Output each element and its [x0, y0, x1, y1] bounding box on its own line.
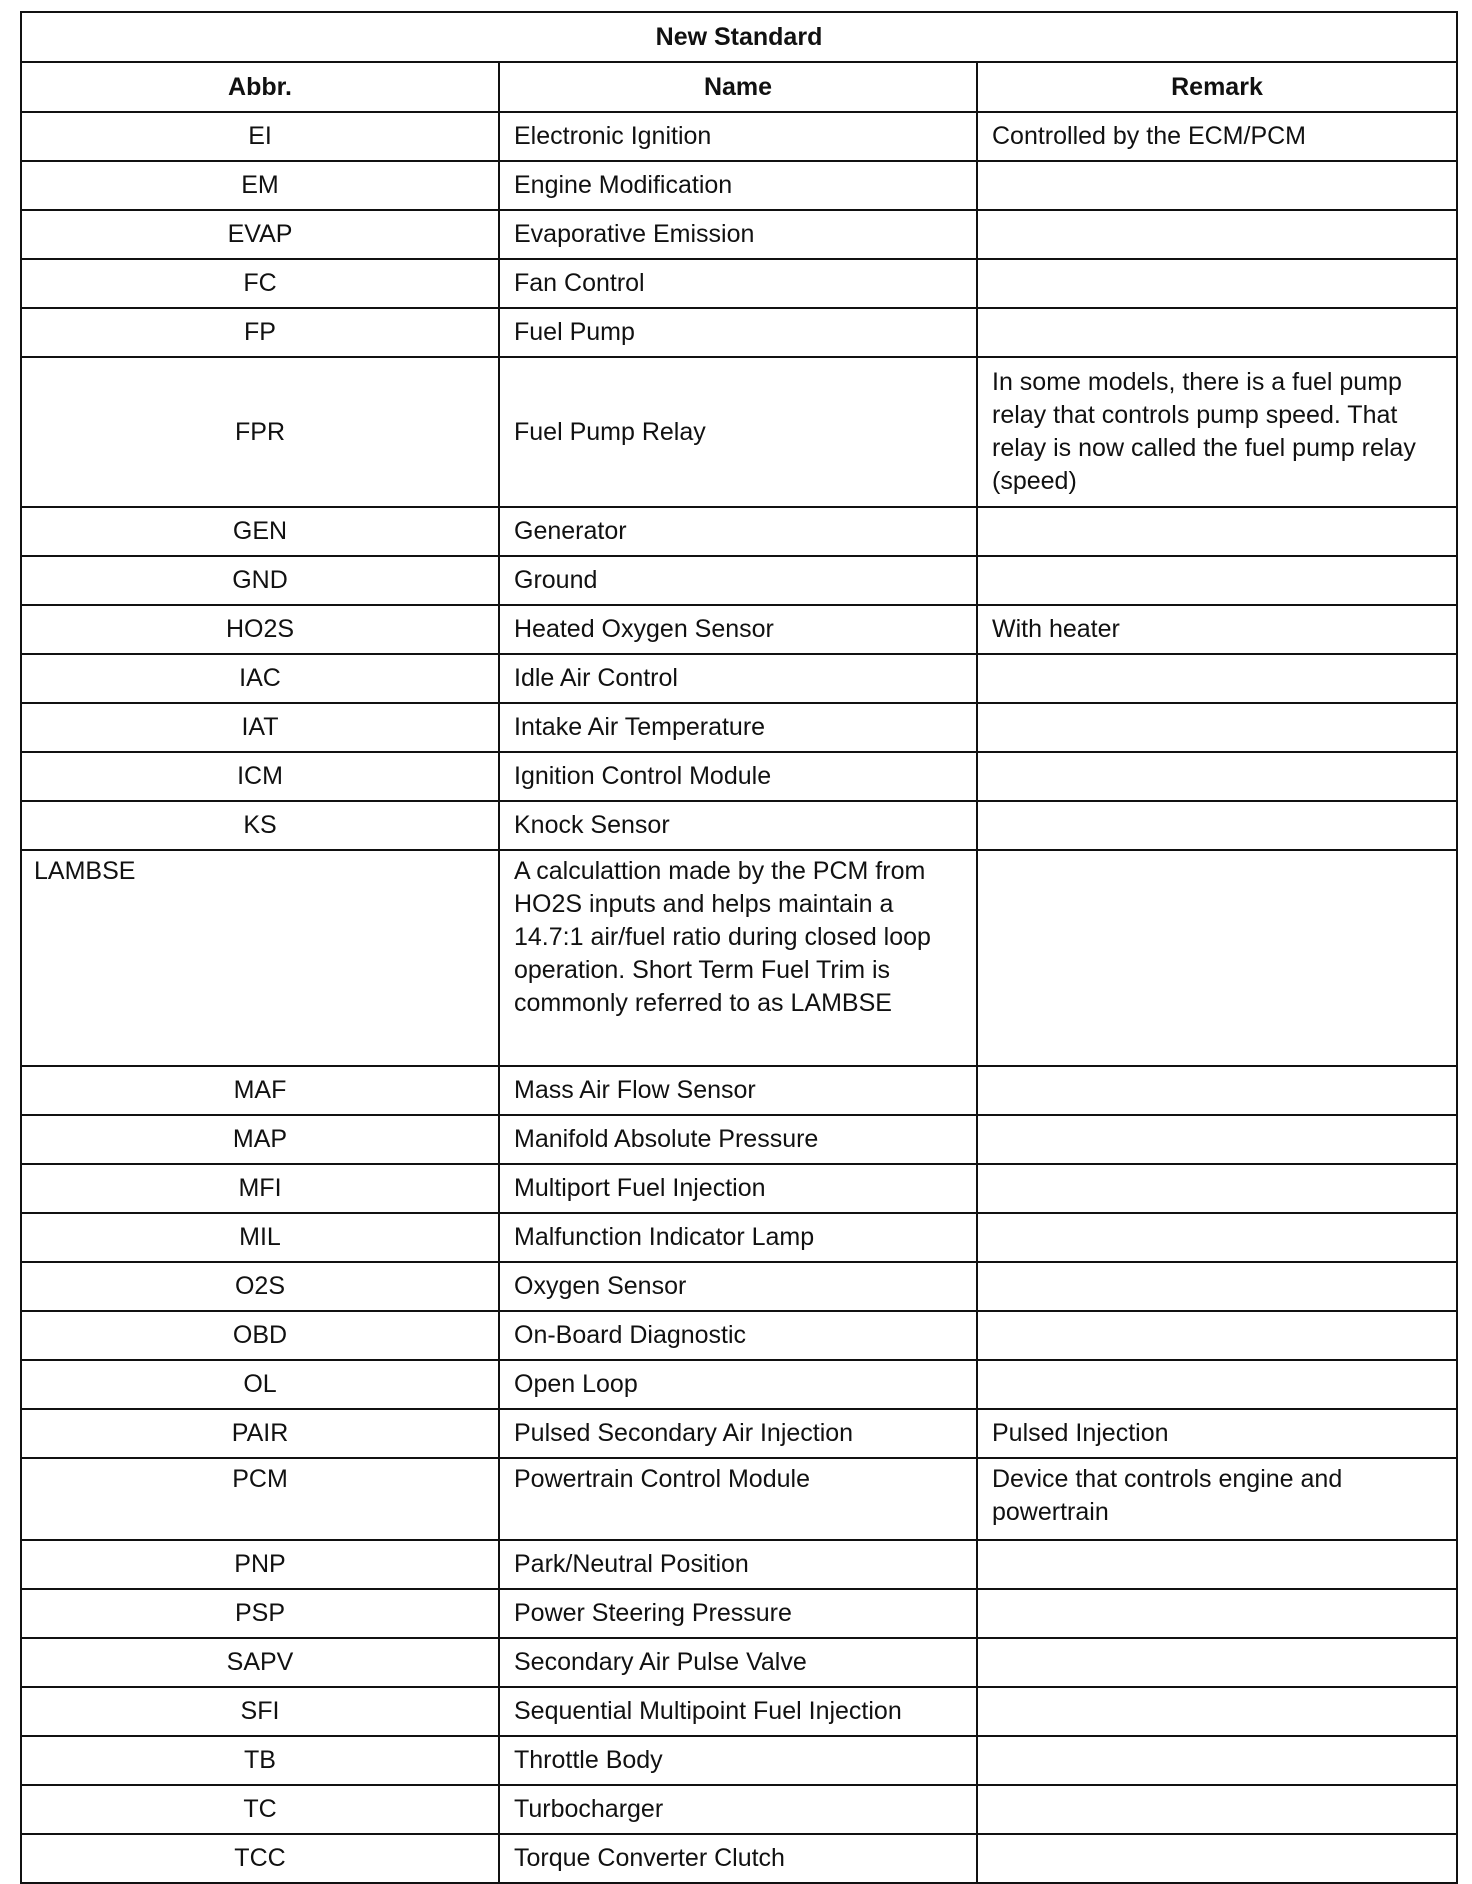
table-row — [21, 357, 1457, 507]
cell-remark — [977, 1638, 1457, 1687]
table-row — [21, 1458, 1457, 1540]
cell-remark — [977, 210, 1457, 259]
table-row — [21, 1638, 1457, 1687]
cell-remark — [977, 1589, 1457, 1638]
cell-name: Manifold Absolute Pressure — [499, 1115, 977, 1164]
cell-remark — [977, 556, 1457, 605]
cell-name: Mass Air Flow Sensor — [499, 1066, 977, 1115]
table-row — [21, 210, 1457, 259]
cell-remark — [977, 850, 1457, 1066]
cell-name: Secondary Air Pulse Valve — [499, 1638, 977, 1687]
cell-remark: Device that controls engine and powertrain — [977, 1458, 1457, 1540]
cell-abbr: HO2S — [21, 605, 499, 654]
cell-remark — [977, 1736, 1457, 1785]
cell-name: Fuel Pump — [499, 308, 977, 357]
cell-abbr: EI — [21, 112, 499, 161]
cell-abbr: O2S — [21, 1262, 499, 1311]
cell-abbr: EM — [21, 161, 499, 210]
cell-name: Torque Converter Clutch — [499, 1834, 977, 1883]
cell-remark — [977, 1311, 1457, 1360]
table-row — [21, 1360, 1457, 1409]
cell-remark — [977, 801, 1457, 850]
table-title: New Standard — [21, 12, 1457, 62]
table-body — [21, 112, 1457, 1883]
cell-abbr: MFI — [21, 1164, 499, 1213]
header-remark: Remark — [977, 62, 1457, 112]
cell-abbr: ICM — [21, 752, 499, 801]
cell-name: Engine Modification — [499, 161, 977, 210]
table-row — [21, 556, 1457, 605]
cell-name: On-Board Diagnostic — [499, 1311, 977, 1360]
cell-name: Multiport Fuel Injection — [499, 1164, 977, 1213]
cell-name: Park/Neutral Position — [499, 1540, 977, 1589]
cell-abbr: FPR — [21, 357, 499, 507]
cell-name: Ignition Control Module — [499, 752, 977, 801]
cell-abbr: IAT — [21, 703, 499, 752]
table-header-row — [21, 62, 1457, 112]
table-row — [21, 1409, 1457, 1458]
table-row — [21, 1834, 1457, 1883]
cell-name: Turbocharger — [499, 1785, 977, 1834]
cell-name: Evaporative Emission — [499, 210, 977, 259]
table-row — [21, 605, 1457, 654]
cell-remark — [977, 654, 1457, 703]
table-row — [21, 161, 1457, 210]
table-row — [21, 1736, 1457, 1785]
header-abbr: Abbr. — [21, 62, 499, 112]
cell-abbr: TC — [21, 1785, 499, 1834]
cell-remark — [977, 259, 1457, 308]
table-row — [21, 259, 1457, 308]
table-row — [21, 654, 1457, 703]
cell-remark — [977, 1262, 1457, 1311]
cell-abbr: LAMBSE — [21, 850, 499, 1066]
cell-remark — [977, 1213, 1457, 1262]
cell-abbr: FP — [21, 308, 499, 357]
cell-remark — [977, 1115, 1457, 1164]
cell-remark — [977, 1164, 1457, 1213]
table-row — [21, 308, 1457, 357]
cell-name: Heated Oxygen Sensor — [499, 605, 977, 654]
cell-remark — [977, 1834, 1457, 1883]
cell-name: Fuel Pump Relay — [499, 357, 977, 507]
cell-remark — [977, 1360, 1457, 1409]
cell-name: Idle Air Control — [499, 654, 977, 703]
table-row — [21, 1213, 1457, 1262]
cell-name: Generator — [499, 507, 977, 556]
table-row — [21, 1311, 1457, 1360]
cell-name: Knock Sensor — [499, 801, 977, 850]
table-row — [21, 801, 1457, 850]
cell-remark — [977, 161, 1457, 210]
cell-name: A calculattion made by the PCM from HO2S inputs and helps maintain a 14.7:1 air/fuel ratio during closed loop operation. Short Term Fuel Trim is commonly referred to as LAMBSE — [499, 850, 977, 1066]
cell-name: Powertrain Control Module — [499, 1458, 977, 1540]
table-row — [21, 1115, 1457, 1164]
table-row — [21, 1262, 1457, 1311]
table-row — [21, 112, 1457, 161]
cell-remark: Controlled by the ECM/PCM — [977, 112, 1457, 161]
cell-name: Power Steering Pressure — [499, 1589, 977, 1638]
cell-name: Oxygen Sensor — [499, 1262, 977, 1311]
cell-abbr: MAP — [21, 1115, 499, 1164]
cell-name: Pulsed Secondary Air Injection — [499, 1409, 977, 1458]
table-row — [21, 1164, 1457, 1213]
table-row — [21, 1687, 1457, 1736]
cell-abbr: OBD — [21, 1311, 499, 1360]
cell-remark — [977, 752, 1457, 801]
cell-remark: With heater — [977, 605, 1457, 654]
cell-name: Intake Air Temperature — [499, 703, 977, 752]
table-row — [21, 752, 1457, 801]
cell-abbr: OL — [21, 1360, 499, 1409]
cell-name: Fan Control — [499, 259, 977, 308]
cell-remark — [977, 1540, 1457, 1589]
cell-remark — [977, 507, 1457, 556]
cell-name: Throttle Body — [499, 1736, 977, 1785]
cell-remark — [977, 308, 1457, 357]
cell-abbr: GEN — [21, 507, 499, 556]
cell-remark — [977, 703, 1457, 752]
table-row — [21, 1066, 1457, 1115]
cell-name: Ground — [499, 556, 977, 605]
cell-name: Malfunction Indicator Lamp — [499, 1213, 977, 1262]
cell-abbr: MAF — [21, 1066, 499, 1115]
cell-name: Sequential Multipoint Fuel Injection — [499, 1687, 977, 1736]
cell-abbr: PAIR — [21, 1409, 499, 1458]
cell-abbr: TB — [21, 1736, 499, 1785]
cell-name: Open Loop — [499, 1360, 977, 1409]
table-row — [21, 850, 1457, 1066]
table-row — [21, 1589, 1457, 1638]
cell-abbr: PSP — [21, 1589, 499, 1638]
cell-abbr: TCC — [21, 1834, 499, 1883]
table-row — [21, 507, 1457, 556]
cell-remark — [977, 1687, 1457, 1736]
table-row — [21, 1540, 1457, 1589]
table-title-row — [21, 12, 1457, 62]
cell-abbr: PCM — [21, 1458, 499, 1540]
cell-abbr: SFI — [21, 1687, 499, 1736]
cell-abbr: FC — [21, 259, 499, 308]
cell-abbr: IAC — [21, 654, 499, 703]
cell-remark: Pulsed Injection — [977, 1409, 1457, 1458]
table-row — [21, 703, 1457, 752]
cell-remark — [977, 1066, 1457, 1115]
table-row — [21, 1785, 1457, 1834]
cell-abbr: KS — [21, 801, 499, 850]
abbreviation-table — [20, 11, 1458, 1884]
cell-abbr: PNP — [21, 1540, 499, 1589]
cell-abbr: SAPV — [21, 1638, 499, 1687]
cell-remark — [977, 1785, 1457, 1834]
cell-remark: In some models, there is a fuel pump relay that controls pump speed. That relay is now called the fuel pump relay (speed) — [977, 357, 1457, 507]
cell-abbr: GND — [21, 556, 499, 605]
cell-name: Electronic Ignition — [499, 112, 977, 161]
cell-abbr: EVAP — [21, 210, 499, 259]
cell-abbr: MIL — [21, 1213, 499, 1262]
header-name: Name — [499, 62, 977, 112]
